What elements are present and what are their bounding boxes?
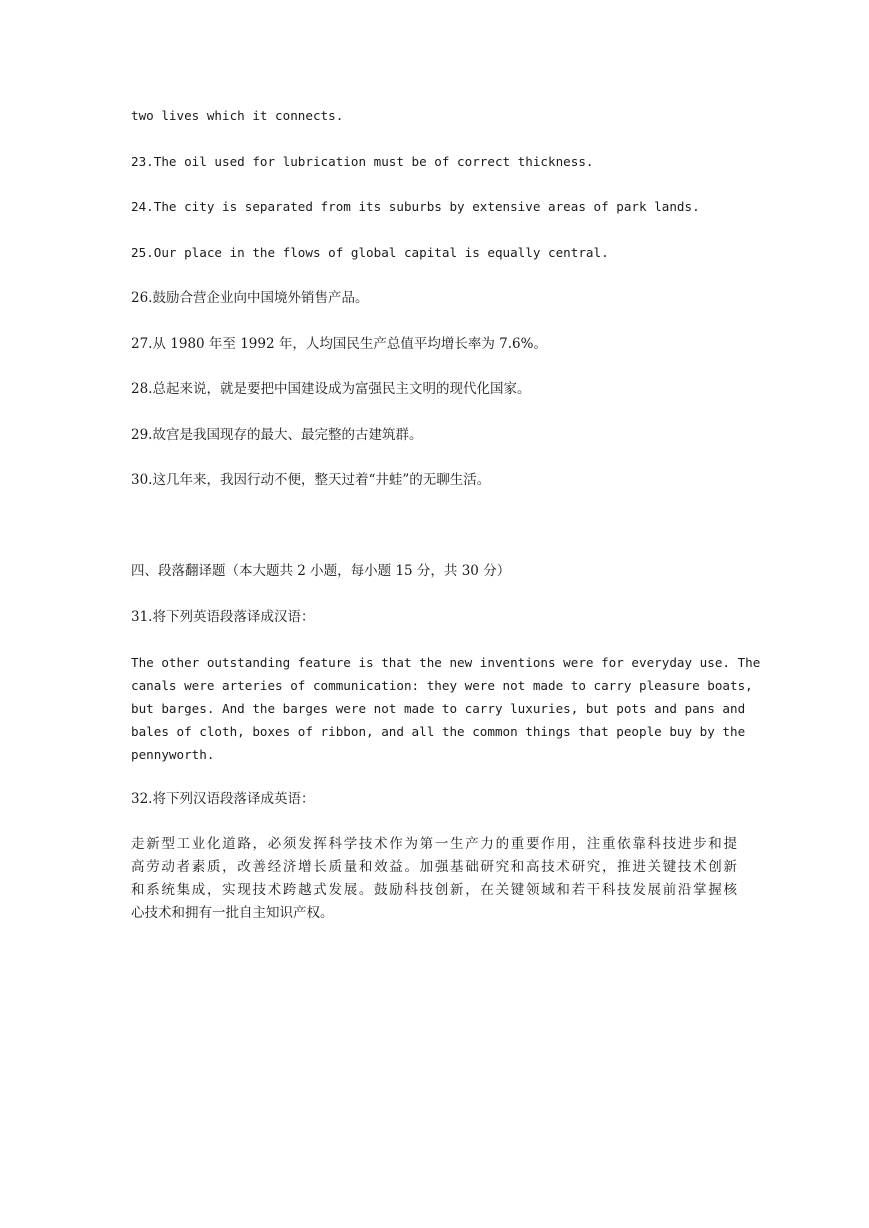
sentence-29: 29.故宫是我国现存的最大、最完整的古建筑群。 [131, 427, 423, 443]
paragraph-line: The other outstanding feature is that the new inventions were for everyday use. The [131, 655, 761, 670]
sentence-25: 25.Our place in the flows of global capital is equally central. [131, 245, 609, 260]
paragraph-line: 心技术和拥有一批自主知识产权。 [131, 905, 334, 921]
paragraph-line: 和系统集成，实现技术跨越式发展。鼓励科技创新，在关键领域和若干科技发展前沿掌握核 [131, 882, 737, 898]
paragraph-line: pennyworth. [131, 747, 215, 762]
paragraph-line: 高劳动者素质，改善经济增长质量和效益。加强基础研究和高技术研究，推进关键技术创新 [131, 859, 737, 875]
sentence-30: 30.这几年来，我因行动不便，整天过着“井蛙”的无聊生活。 [131, 472, 491, 488]
paragraph-line: canals were arteries of communication: they were not made to carry pleasure boats, [131, 678, 753, 693]
paragraph-line: 走新型工业化道路，必须发挥科学技术作为第一生产力的重要作用，注重依靠科技进步和提 [131, 836, 737, 852]
paragraph-line: but barges. And the barges were not made to carry luxuries, but pots and pans and [131, 701, 746, 716]
question-31-prompt: 31.将下列英语段落译成汉语： [131, 609, 315, 625]
sentence-23: 23.The oil used for lubrication must be of correct thickness. [131, 154, 594, 169]
sentence-27: 27.从 1980 年至 1992 年，人均国民生产总值平均增长率为 7.6%。 [131, 336, 547, 352]
paragraph-line: bales of cloth, boxes of ribbon, and all the common things that people buy by the [131, 724, 746, 739]
section-4-heading: 四、段落翻译题（本大题共 2 小题，每小题 15 分，共 30 分） [131, 563, 511, 579]
sentence-28: 28.总起来说，就是要把中国建设成为富强民主文明的现代化国家。 [131, 381, 531, 397]
question-32-paragraph [131, 833, 737, 925]
sentence-21-continuation: two lives which it connects. [131, 108, 344, 123]
question-31-paragraph [131, 651, 761, 766]
sentence-24: 24.The city is separated from its suburbs by extensive areas of park lands. [131, 199, 700, 214]
question-32-prompt: 32.将下列汉语段落译成英语： [131, 791, 315, 807]
sentence-26: 26.鼓励合营企业向中国境外销售产品。 [131, 290, 369, 306]
